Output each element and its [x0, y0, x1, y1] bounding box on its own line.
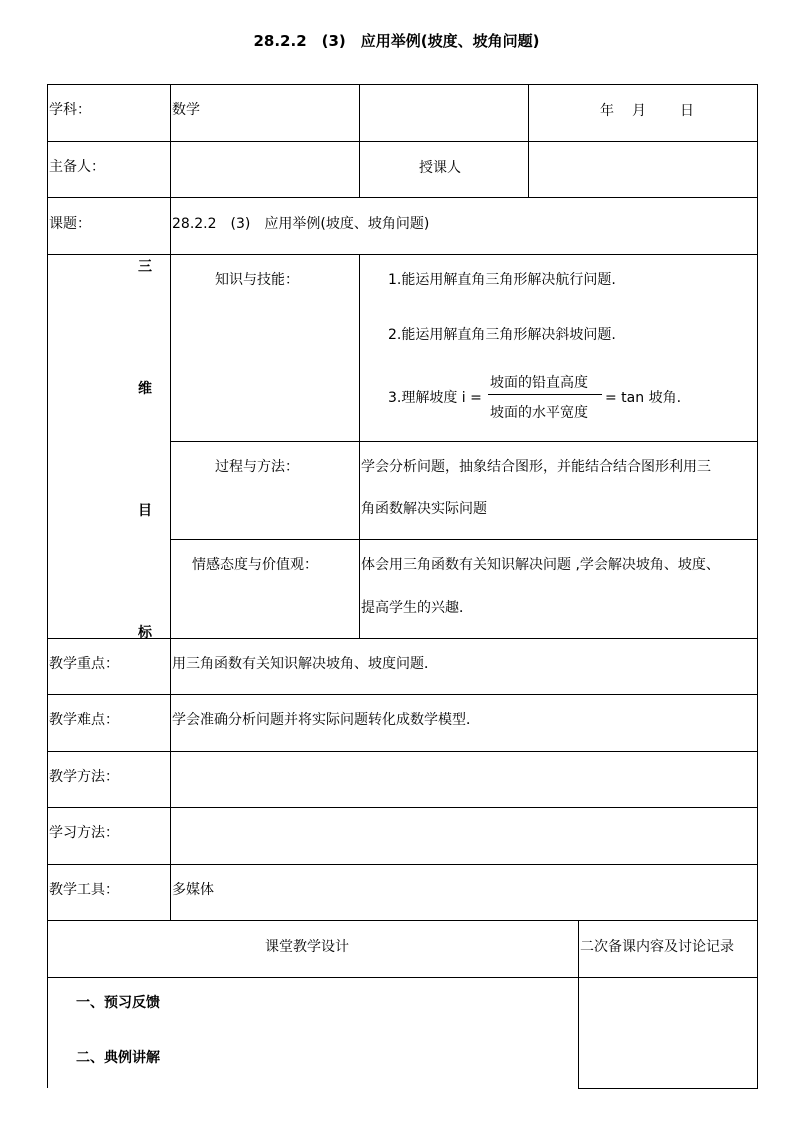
goals-vertical-char: 标: [138, 625, 152, 641]
table-border: [170, 441, 758, 442]
page-title: 28.2.2 (3) 应用举例(坡度、坡角问题): [253, 32, 540, 50]
table-border: [47, 84, 48, 1088]
table-border: [47, 807, 758, 808]
table-border: [47, 977, 758, 978]
slope-fraction: [488, 372, 604, 422]
table-border: [528, 84, 529, 197]
table-border: [359, 254, 360, 638]
knowledge-item-1: 1.能运用解直角三角形解决航行问题.: [388, 272, 616, 288]
table-border: [47, 197, 758, 198]
process-text-line-2: 角函数解决实际问题: [361, 501, 487, 517]
difficulty-label: 教学难点：: [49, 712, 119, 728]
tools-value: 多媒体: [172, 882, 214, 898]
tools-label: 教学工具：: [49, 882, 119, 898]
date-month: 月: [632, 103, 646, 119]
design-header: 课堂教学设计: [265, 939, 349, 955]
fraction-denominator: 坡面的水平宽度: [490, 405, 588, 421]
process-label: 过程与方法：: [215, 459, 299, 475]
knowledge-item-2: 2.能运用解直角三角形解决斜坡问题.: [388, 327, 616, 343]
goals-vertical-char: 三: [138, 259, 152, 275]
knowledge-item-3-prefix: 3.理解坡度 i =: [388, 390, 482, 406]
topic-value: 28.2.2 (3) 应用举例(坡度、坡角问题): [172, 216, 430, 232]
table-border: [47, 751, 758, 752]
table-border: [578, 1088, 758, 1089]
goals-vertical-char: 维: [138, 381, 152, 397]
preparer-label: 主备人：: [49, 159, 105, 175]
emotion-text-line-2: 提高学生的兴趣．: [361, 600, 473, 616]
section-preview-feedback: 一、预习反馈: [76, 995, 160, 1011]
goals-vertical-char: 目: [138, 503, 152, 519]
table-border: [170, 84, 171, 920]
key-point-label: 教学重点：: [49, 656, 119, 672]
table-border: [47, 864, 758, 865]
table-border: [47, 638, 758, 639]
process-text-line-1: 学会分析问题，抽象结合图形，并能结合结合图形利用三: [361, 459, 711, 475]
table-border: [757, 84, 758, 1089]
lecturer-label: 授课人: [419, 160, 461, 176]
topic-label: 课题：: [49, 216, 91, 232]
table-border: [578, 920, 579, 1088]
subject-value: 数学: [172, 102, 200, 118]
notes-header: 二次备课内容及讨论记录: [580, 939, 734, 955]
date-year: 年: [600, 103, 614, 119]
knowledge-item-3-suffix: = tan 坡角.: [605, 390, 682, 406]
fraction-numerator: 坡面的铅直高度: [490, 375, 588, 391]
table-border: [47, 84, 758, 85]
emotion-text-line-1: 体会用三角函数有关知识解决问题 ,学会解决坡角、坡度、: [361, 557, 720, 573]
fraction-bar: [488, 394, 602, 395]
table-border: [359, 84, 360, 197]
key-point-value: 用三角函数有关知识解决坡角、坡度问题．: [172, 656, 438, 672]
subject-label: 学科：: [49, 102, 91, 118]
section-example-explanation: 二、典例讲解: [76, 1050, 160, 1066]
table-border: [47, 141, 758, 142]
emotion-label: 情感态度与价值观：: [192, 557, 318, 573]
difficulty-value: 学会准确分析问题并将实际问题转化成数学模型．: [172, 712, 480, 728]
table-border: [47, 254, 758, 255]
date-day: 日: [680, 103, 694, 119]
table-border: [170, 539, 758, 540]
table-border: [47, 920, 758, 921]
method-label: 教学方法：: [49, 769, 119, 785]
table-border: [47, 694, 758, 695]
study-label: 学习方法：: [49, 825, 119, 841]
knowledge-label: 知识与技能：: [215, 272, 299, 288]
